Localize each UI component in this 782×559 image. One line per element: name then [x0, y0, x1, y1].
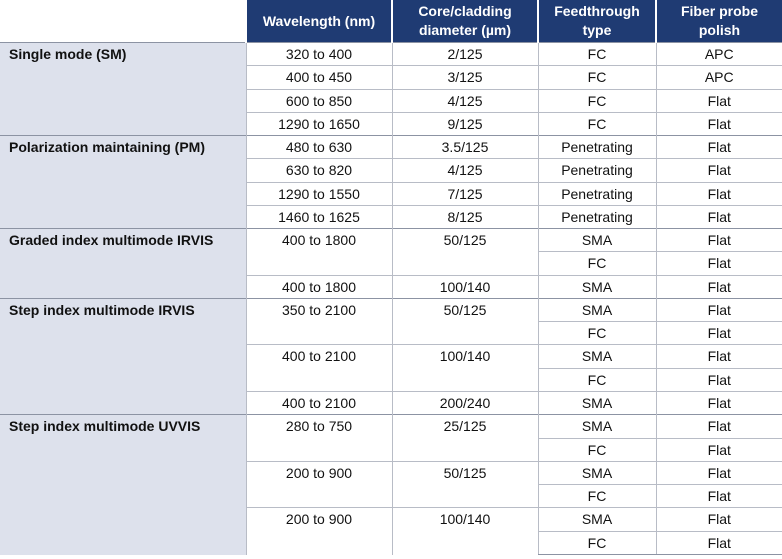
polish-cell: Flat	[656, 298, 782, 321]
wavelength-cell: 400 to 2100	[246, 345, 392, 392]
feedthrough-cell: Penetrating	[538, 159, 656, 182]
table-row	[0, 43, 782, 66]
table-row	[0, 415, 782, 438]
polish-cell: Flat	[656, 89, 782, 112]
wavelength-cell: 320 to 400	[246, 43, 392, 66]
feedthrough-cell: FC	[538, 89, 656, 112]
feedthrough-cell: SMA	[538, 391, 656, 414]
wavelength-cell: 400 to 1800	[246, 229, 392, 276]
core-cladding-cell: 3.5/125	[392, 136, 538, 159]
wavelength-cell: 1290 to 1650	[246, 112, 392, 135]
core-cladding-cell: 100/140	[392, 275, 538, 298]
feedthrough-cell: SMA	[538, 415, 656, 438]
core-cladding-cell: 50/125	[392, 229, 538, 276]
core-cladding-cell: 100/140	[392, 345, 538, 392]
core-cladding-cell: 200/240	[392, 391, 538, 414]
polish-cell: Flat	[656, 159, 782, 182]
feedthrough-cell: Penetrating	[538, 136, 656, 159]
wavelength-cell: 280 to 750	[246, 415, 392, 462]
header-row	[0, 0, 782, 43]
core-cladding-cell: 50/125	[392, 298, 538, 345]
core-cladding-cell: 9/125	[392, 112, 538, 135]
wavelength-cell: 200 to 900	[246, 508, 392, 555]
feedthrough-cell: SMA	[538, 345, 656, 368]
core-cladding-cell: 3/125	[392, 66, 538, 89]
header-polish: Fiber probe polish	[656, 0, 782, 43]
table-row	[0, 136, 782, 159]
polish-cell: Flat	[656, 182, 782, 205]
table-row	[0, 298, 782, 321]
polish-cell: Flat	[656, 368, 782, 391]
feedthrough-cell: FC	[538, 43, 656, 66]
polish-cell: Flat	[656, 438, 782, 461]
core-cladding-cell: 100/140	[392, 508, 538, 555]
feedthrough-cell: SMA	[538, 298, 656, 321]
core-cladding-cell: 2/125	[392, 43, 538, 66]
polish-cell: Flat	[656, 229, 782, 252]
feedthrough-cell: FC	[538, 438, 656, 461]
category-cell: Step index multimode IRVIS	[0, 298, 246, 414]
polish-cell: Flat	[656, 322, 782, 345]
feedthrough-cell: FC	[538, 66, 656, 89]
header-category	[0, 0, 246, 43]
wavelength-cell: 630 to 820	[246, 159, 392, 182]
core-cladding-cell: 8/125	[392, 205, 538, 228]
wavelength-cell: 1290 to 1550	[246, 182, 392, 205]
category-cell: Step index multimode UVVIS	[0, 415, 246, 555]
polish-cell: Flat	[656, 461, 782, 484]
polish-cell: Flat	[656, 531, 782, 554]
table-body	[0, 43, 782, 555]
wavelength-cell: 400 to 2100	[246, 391, 392, 414]
polish-cell: Flat	[656, 205, 782, 228]
feedthrough-cell: SMA	[538, 461, 656, 484]
wavelength-cell: 480 to 630	[246, 136, 392, 159]
feedthrough-cell: SMA	[538, 229, 656, 252]
header-feedthrough: Feedthrough type	[538, 0, 656, 43]
wavelength-cell: 400 to 1800	[246, 275, 392, 298]
core-cladding-cell: 4/125	[392, 159, 538, 182]
feedthrough-cell: FC	[538, 322, 656, 345]
core-cladding-cell: 7/125	[392, 182, 538, 205]
core-cladding-cell: 50/125	[392, 461, 538, 508]
table-row	[0, 229, 782, 252]
feedthrough-cell: FC	[538, 112, 656, 135]
polish-cell: Flat	[656, 391, 782, 414]
feedthrough-cell: SMA	[538, 275, 656, 298]
wavelength-cell: 400 to 450	[246, 66, 392, 89]
polish-cell: APC	[656, 66, 782, 89]
polish-cell: Flat	[656, 415, 782, 438]
wavelength-cell: 1460 to 1625	[246, 205, 392, 228]
category-cell: Graded index multimode IRVIS	[0, 229, 246, 299]
wavelength-cell: 350 to 2100	[246, 298, 392, 345]
header-wavelength: Wavelength (nm)	[246, 0, 392, 43]
core-cladding-cell: 4/125	[392, 89, 538, 112]
feedthrough-cell: SMA	[538, 508, 656, 531]
polish-cell: Flat	[656, 252, 782, 275]
feedthrough-cell: FC	[538, 252, 656, 275]
feedthrough-cell: Penetrating	[538, 205, 656, 228]
category-cell: Single mode (SM)	[0, 43, 246, 136]
wavelength-cell: 600 to 850	[246, 89, 392, 112]
polish-cell: APC	[656, 43, 782, 66]
polish-cell: Flat	[656, 275, 782, 298]
polish-cell: Flat	[656, 485, 782, 508]
header-core-cladding: Core/cladding diameter (µm)	[392, 0, 538, 43]
core-cladding-cell: 25/125	[392, 415, 538, 462]
polish-cell: Flat	[656, 345, 782, 368]
feedthrough-cell: FC	[538, 485, 656, 508]
polish-cell: Flat	[656, 136, 782, 159]
feedthrough-cell: FC	[538, 368, 656, 391]
feedthrough-cell: FC	[538, 531, 656, 554]
category-cell: Polarization maintaining (PM)	[0, 136, 246, 229]
feedthrough-cell: Penetrating	[538, 182, 656, 205]
polish-cell: Flat	[656, 112, 782, 135]
wavelength-cell: 200 to 900	[246, 461, 392, 508]
polish-cell: Flat	[656, 508, 782, 531]
